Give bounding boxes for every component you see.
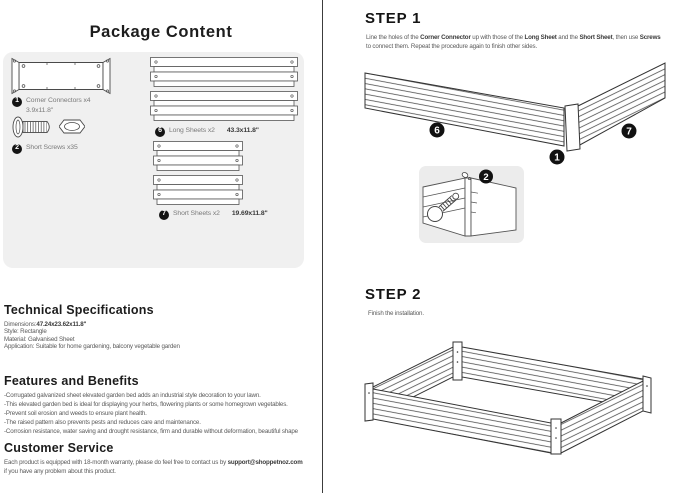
part-name: Short Screws x35 <box>26 144 78 151</box>
package-content-panel <box>3 52 304 268</box>
corner-post-bottom <box>551 419 561 454</box>
spec-dimensions: Dimensions:47.24x23.62x11.8" <box>4 321 87 328</box>
badge-corner-connector <box>550 150 565 165</box>
left-sheet-face <box>423 178 465 236</box>
corner-post-top <box>453 342 462 380</box>
corner-connector-post <box>565 104 580 151</box>
nut-figure <box>59 118 85 135</box>
corner-edge <box>465 178 471 236</box>
right-sheet-face <box>471 178 516 236</box>
screw-detail-figure <box>419 166 524 243</box>
long-sheet-panel <box>365 73 564 146</box>
step2-heading: STEP 2 <box>365 286 422 303</box>
part-size: 3.9x11.8" <box>26 107 54 115</box>
step2-assembled-figure <box>360 338 660 473</box>
badge-screw <box>479 170 493 184</box>
spec-application: Application: Suitable for home gardening, balcony vegetable garden <box>4 343 180 351</box>
section-heading: Features and Benefits <box>4 374 139 388</box>
section-heading: Technical Specifications <box>4 303 154 317</box>
step1-heading: STEP 1 <box>365 10 422 27</box>
part-label-corner-connectors <box>12 96 91 116</box>
badge-number: 7 <box>626 126 632 138</box>
front-left-wall <box>373 389 551 453</box>
section-customer-service: Customer Service Each product is equipped with 18-month warranty, please do feel free to contact us by support@shoppetnoz.com if you have any problem about this product. <box>4 441 322 477</box>
badge-short-sheet <box>622 124 637 139</box>
feature-item: -The raised pattern also prevents pests and reduces care and maintenance. <box>4 418 201 426</box>
part-size: 19.69x11.8" <box>231 210 268 218</box>
column-divider <box>322 0 323 493</box>
badge-number: 1 <box>554 152 560 164</box>
feature-item: -Corrosion resistance, water saving and drought resistance, firm and durable without deformation, beautiful shape <box>4 427 298 435</box>
step2-instruction: Finish the installation. <box>368 310 424 317</box>
short-sheet-panel <box>578 63 665 146</box>
feature-item: -Prevent soil erosion and weeds to ensure plant health. <box>4 409 147 417</box>
screw-figure <box>12 115 52 139</box>
feature-item: -Corrugated galvanized sheet elevated garden bed adds an industrial style decoration to your lawn. <box>4 392 261 399</box>
page-title-wrap <box>0 23 322 42</box>
part-label-short-screws <box>12 143 78 154</box>
part-number-badge: 2 <box>12 144 22 154</box>
part-size: 43.3x11.8" <box>226 127 259 135</box>
corner-post-right <box>643 376 651 413</box>
page-title: Package Content <box>89 23 233 41</box>
badge-number: 6 <box>434 125 440 137</box>
long-sheets-figure <box>150 57 298 121</box>
part-name: Short Sheets x2 <box>173 210 220 218</box>
step1-detail-inset <box>419 166 524 243</box>
spec-material: Material: Galvanised Sheet <box>4 335 75 343</box>
step1-assembly-figure <box>360 62 672 166</box>
section-features <box>4 374 322 437</box>
part-number-badge: 6 <box>155 127 165 137</box>
part-number-badge: 1 <box>12 97 22 107</box>
section-heading: Customer Service <box>4 441 114 455</box>
part-label-short-sheets <box>159 209 268 220</box>
spec-style: Style: Rectangle <box>4 328 47 336</box>
part-name: Corner Connectors x4 <box>26 97 91 104</box>
part-number-badge: 7 <box>159 210 169 220</box>
support-email: support@shoppetnoz.com <box>227 459 303 466</box>
part-label-long-sheets <box>155 126 259 137</box>
badge-number: 2 <box>483 172 489 183</box>
corner-post-left <box>365 383 373 421</box>
corner-connector-figure <box>9 57 113 95</box>
part-name: Long Sheets x2 <box>169 127 215 135</box>
short-sheets-figure <box>153 141 243 205</box>
section-technical-specifications <box>4 303 322 351</box>
step1-instruction: Line the holes of the Corner Connector up with those of the Long Sheet and the Short Sheet, then use Screws to connect them. Repeat the procedure again to finish other sides. <box>366 34 661 50</box>
feature-item: -This elevated garden bed is ideal for displaying your herbs, flowering plants or some homegrown vegetables. <box>4 400 288 408</box>
badge-long-sheet <box>430 123 445 138</box>
